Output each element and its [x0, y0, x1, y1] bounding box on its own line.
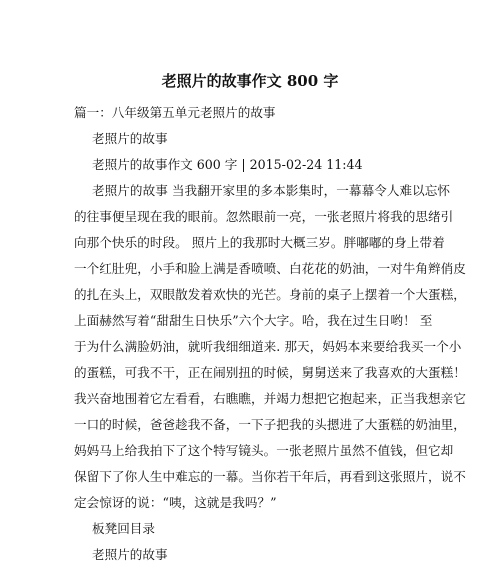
body-line: 妈妈马上给我拍下了这个特写镜头。一张老照片虽然不值钱，但它却	[74, 443, 454, 458]
footer-subtitle: 老照片的故事	[92, 547, 168, 562]
footer-link: 板凳回目录	[92, 521, 155, 536]
document-title: 老照片的故事作文 800 字	[161, 72, 339, 90]
body-line: 一个红肚兜，小手和脸上满是香喷喷、白花花的奶油，一对牛角辫俏皮	[74, 261, 466, 276]
body-line: 保留下了你人生中难忘的一幕。当你若干年后，再看到这张照片，说不	[74, 469, 466, 484]
section-heading: 篇一：八年级第五单元老照片的故事	[74, 105, 276, 120]
body-line: 老照片的故事 当我翻开家里的多本影集时，一幕幕令人难以忘怀	[92, 183, 451, 198]
body-line: 向那个快乐的时段。 照片上的我那时大概三岁。胖嘟嘟的身上带着	[74, 235, 445, 250]
body-line: 一口的时候，爸爸趁我不备，一下子把我的头摁进了大蛋糕的奶油里，	[74, 417, 466, 432]
body-line: 我兴奋地围着它左看看，右瞧瞧，并竭力想把它抱起来，正当我想亲它	[74, 391, 466, 406]
subtitle: 老照片的故事	[92, 131, 168, 146]
meta-line: 老照片的故事作文 600 字 | 2015-02-24 11:44	[92, 157, 363, 172]
body-line: 的蛋糕，可我不干，正在闹别扭的时候，舅舅送来了我喜欢的大蛋糕！	[74, 365, 466, 380]
body-line: 上面赫然写着“甜甜生日快乐”六个大字。哈，我在过生日哟！ 至	[74, 313, 433, 328]
body-line: 的扎在头上，双眼散发着欢快的光芒。身前的桌子上摆着一个大蛋糕，	[74, 287, 466, 302]
body-line: 于为什么满脸奶油，就听我细细道来. 那天，妈妈本来要给我买一个小	[74, 339, 462, 354]
body-line: 的往事便呈现在我的眼前。忽然眼前一亮，一张老照片将我的思绪引	[74, 209, 454, 224]
body-line: 定会惊讶的说：“咦，这就是我吗？”	[74, 495, 277, 510]
